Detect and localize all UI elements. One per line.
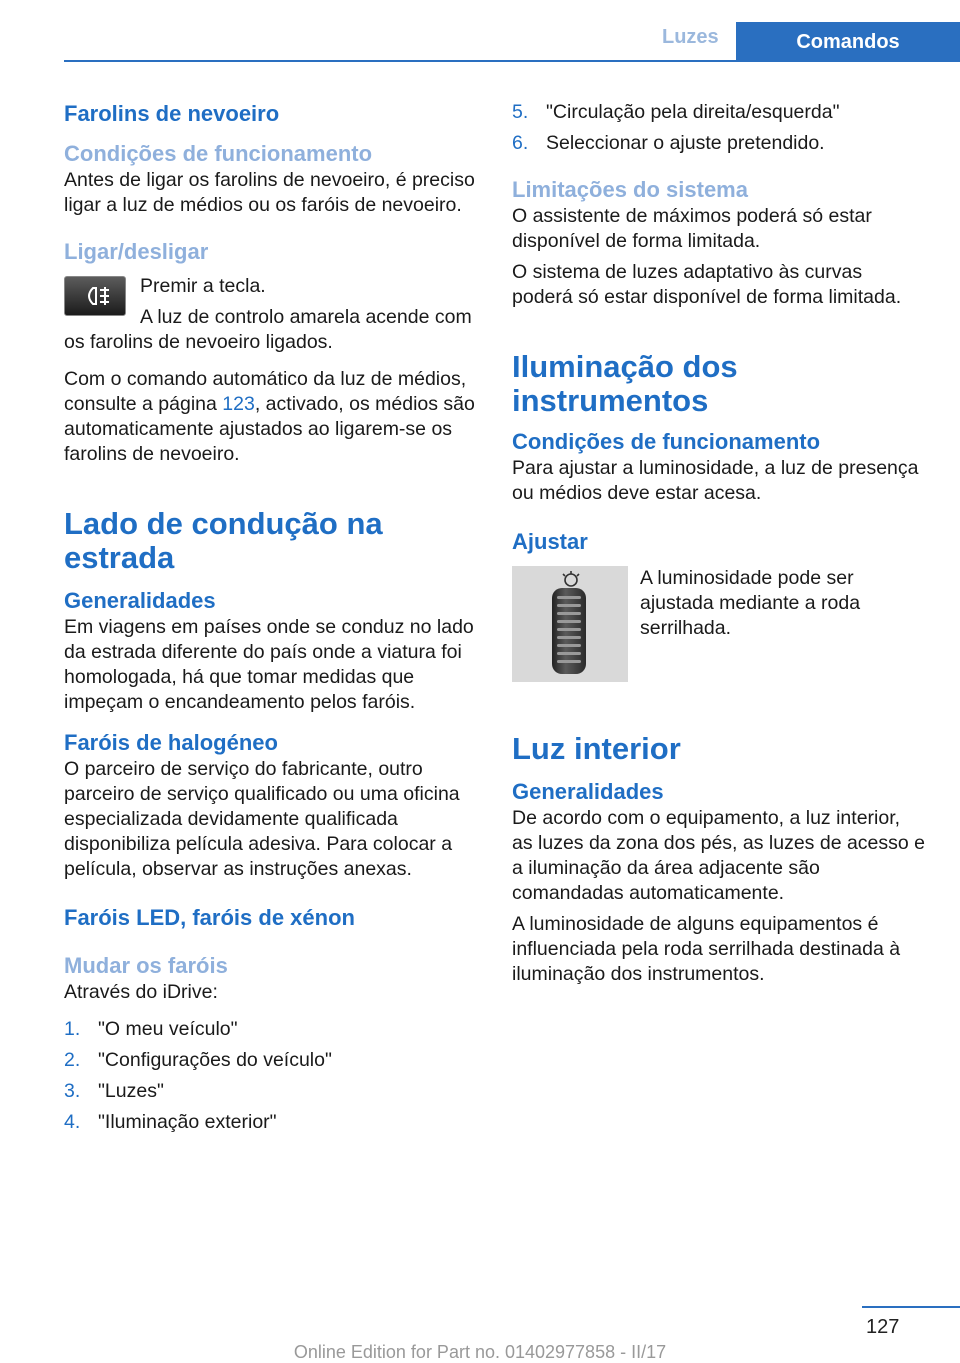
list-item: 1. "O meu veículo": [64, 1018, 238, 1040]
footer-rule: [862, 1306, 960, 1308]
heading-farois-halogeneo: Faróis de halogéneo: [64, 730, 278, 755]
heading-ajustar: Ajustar: [512, 529, 588, 554]
header-tab-comandos[interactable]: Comandos: [736, 22, 960, 62]
steps-list-continued: [512, 100, 926, 156]
paragraph: Através do iDrive:: [64, 981, 218, 1003]
paragraph: Antes de ligar os farolins de nevoeiro, é preciso ligar a luz de médios ou os faróis de nevoeiro.: [64, 169, 475, 216]
paragraph: Com o comando automático da luz de médios, consulte a página 123, activado, os médios são automaticamente ajustados ao ligarem-se os farolins de nevoeiro.: [64, 368, 475, 465]
heading-condicoes: Condições de funcionamento: [64, 141, 373, 166]
page-link[interactable]: 123: [222, 393, 255, 415]
paragraph: Premir a tecla.: [140, 275, 266, 297]
paragraph: A luz de controlo amarela acende com os farolins de nevoeiro ligados.: [64, 306, 472, 353]
list-item: 5. "Circulação pela direita/esquerda": [512, 101, 840, 123]
paragraph: O assistente de máximos poderá só estar disponível de forma limitada.: [512, 205, 872, 252]
heading-generalidades-2: Generalidades: [512, 779, 664, 804]
steps-list: [64, 1017, 478, 1135]
serrated-wheel: [552, 588, 586, 674]
heading-mudar-farois: Mudar os faróis: [64, 953, 228, 978]
page-number: 127: [866, 1316, 900, 1338]
paragraph: O sistema de luzes adaptativo às curvas poderá só estar disponível de forma limitada.: [512, 261, 902, 308]
heading-luz-interior: Luz interior: [512, 731, 681, 766]
edition-note: Online Edition for Part no. 01402977858 - II/17: [293, 1342, 667, 1362]
fog-light-button-icon: [64, 276, 126, 316]
paragraph: De acordo com o equipamento, a luz interior, as luzes da zona dos pés, as luzes de acesso e a iluminação da área adjacente são comandadas automaticamente.: [512, 807, 926, 904]
left-column: [64, 100, 478, 1141]
paragraph: O parceiro de serviço do fabricante, outro parceiro de serviço qualificado ou uma oficina especializada devidamente qualificada disponibiliza película adesiva. Para colocar a película, observar as instruções anexas.: [64, 758, 460, 880]
heading-lado-conducao: Lado de condução na estrada: [64, 506, 383, 575]
paragraph: A luminosidade de alguns equipamentos é influenciada pela roda serrilhada destinada à iluminação dos instrumentos.: [512, 913, 901, 985]
header-section-luzes[interactable]: Luzes: [662, 26, 719, 48]
list-item: 3. "Luzes": [64, 1080, 164, 1102]
list-item: 2. "Configurações do veículo": [64, 1049, 332, 1071]
heading-limitacoes: Limitações do sistema: [512, 177, 748, 202]
heading-generalidades: Generalidades: [64, 588, 216, 613]
heading-farolins-nevoeiro: Farolins de nevoeiro: [64, 101, 280, 126]
heading-ligar-desligar: Ligar/desligar: [64, 239, 209, 264]
paragraph: Em viagens em países onde se conduz no lado da estrada diferente do país onde a viatura foi homologada, há que tomar medidas que impeçam o encandeamento pelos faróis.: [64, 616, 474, 713]
list-item: 6. Seleccionar o ajuste pretendido.: [512, 132, 825, 154]
paragraph: A luminosidade pode ser ajustada mediante a roda serrilhada.: [640, 567, 861, 639]
paragraph: Para ajustar a luminosidade, a luz de presença ou médios deve estar acesa.: [512, 457, 919, 504]
heading-farois-led: Faróis LED, faróis de xénon: [64, 905, 355, 930]
heading-iluminacao-instrumentos: Iluminação dos instrumentos: [512, 349, 738, 418]
dashboard-light-icon: [560, 570, 582, 588]
heading-condicoes-funcionamento: Condições de funcionamento: [512, 429, 821, 454]
right-column: [512, 100, 926, 987]
list-item: 4. "Iluminação exterior": [64, 1111, 277, 1133]
thumbwheel-illustration: [512, 566, 628, 682]
